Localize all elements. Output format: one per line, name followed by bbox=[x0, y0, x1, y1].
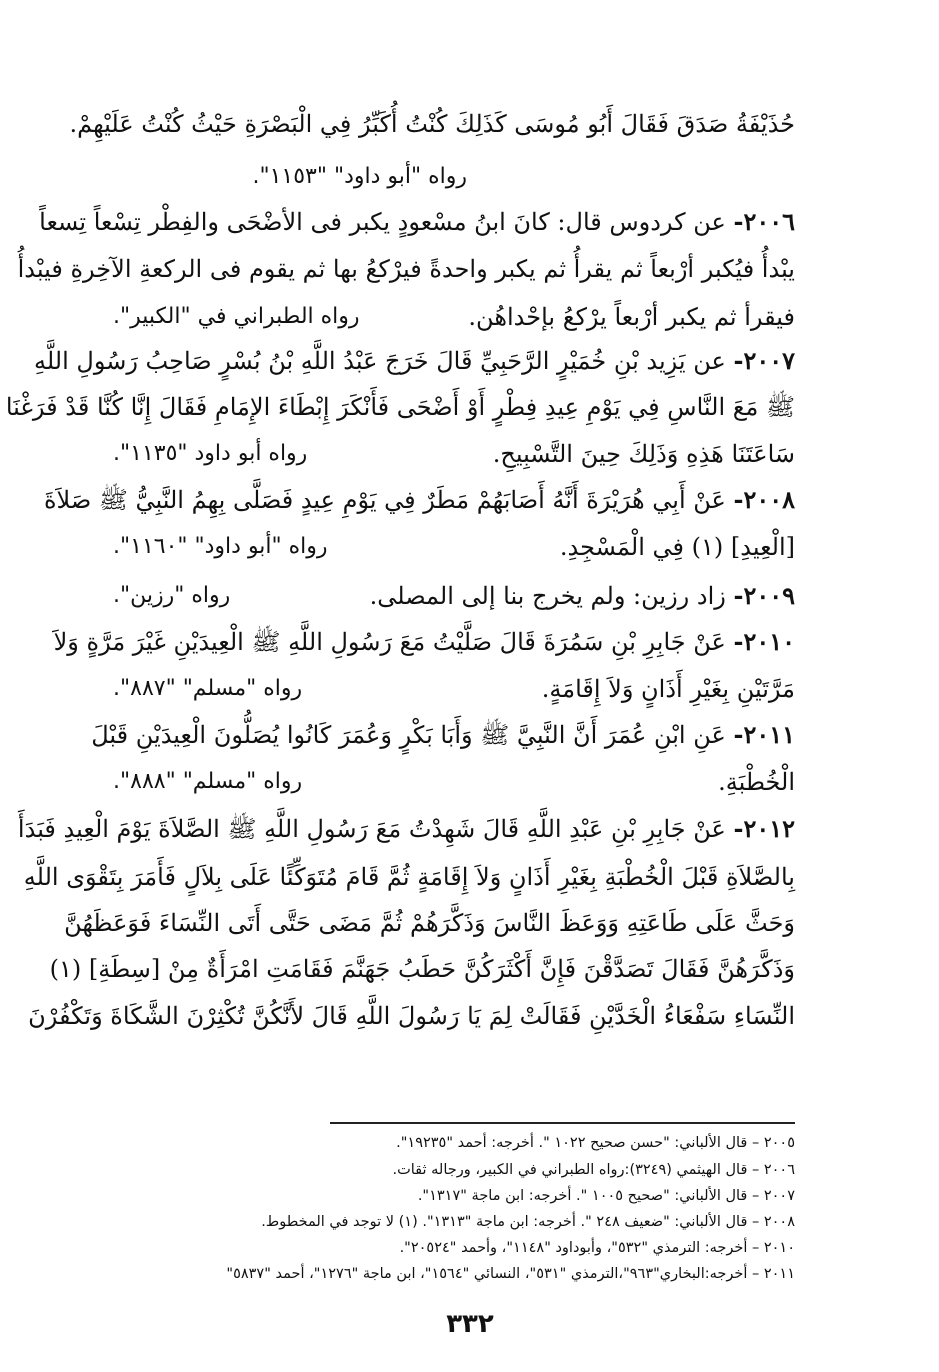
hadith-number: ٢٠٠٦- bbox=[733, 207, 795, 236]
hadith-2012-text-1: عَنْ جَابِرِ بْنِ عَبْدِ اللَّهِ قَالَ شَهِدْتُ مَعَ رَسُولِ اللَّهِ ﷺ الصَّلاَةَ يَوْمَ الْعِيدِ فَبَدَأَ bbox=[17, 815, 726, 843]
hadith-2011-text-1: عَنِ ابْنِ عُمَرَ أَنَّ النَّبِيَّ ﷺ وَأَبَا بَكْرٍ وَعُمَرَ كَانُوا يُصَلُّونَ الْعِيدَيْنِ قَبْلَ bbox=[91, 721, 726, 749]
hadith-number: ٢٠١٢- bbox=[733, 814, 795, 843]
hadith-2010-text-2: مَرَّتَيْنِ بِغَيْرِ أَذَانٍ وَلاَ إِقَامَةٍ. bbox=[541, 675, 795, 703]
hadith-2008-line-2 bbox=[95, 527, 795, 567]
hadith-2010-text-1: عَنْ جَابِرِ بْنِ سَمُرَةَ قَالَ صَلَّيْتُ مَعَ رَسُولِ اللَّهِ ﷺ الْعِيدَيْنِ غَيْرَ مَرَّةٍ وَلاَ bbox=[53, 628, 726, 656]
hadith-number: ٢٠١١- bbox=[733, 720, 795, 749]
hadith-2012-line-1 bbox=[17, 809, 795, 849]
hadith-2011-line-1 bbox=[91, 715, 795, 755]
hadith-2011-text-2: الْخُطْبَةِ. bbox=[718, 768, 795, 796]
hadith-2011-source: رواه "مسلم" "٨٨٨". bbox=[113, 769, 303, 794]
footnote-2006: ٢٠٠٦ – قال الهيثمي (٣٢٤٩):رواه الطبراني في الكبير، ورجاله ثقات. bbox=[392, 1162, 795, 1178]
hadith-2007-source: رواه أبو داود "١١٣٥". bbox=[113, 441, 308, 466]
footnote-2010: ٢٠١٠ – أخرجه: الترمذي "٥٣٢"، وأبوداود "١١٤٨"، وأحمد "٢٠٥٢٤". bbox=[399, 1240, 795, 1256]
hadith-2008-text-1: عَنْ أَبِي هُرَيْرَةَ أَنَّهُ أَصَابَهُمْ مَطَرٌ فِي يَوْمِ عِيدٍ فَصَلَّى بِهِمُ النَّبِيُّ ﷺ صَلاَةَ bbox=[43, 486, 726, 514]
hadith-2009-text bbox=[370, 576, 795, 616]
hadith-2006-text-3: فيقرأ ثم يكبر أرْبعاً يرْكعُ بإحْداهُن. bbox=[468, 303, 795, 331]
hadith-2009-line-1 bbox=[95, 576, 795, 616]
hadith-2010-line-1 bbox=[53, 622, 795, 662]
hadith-2009-text-1: زاد رزين: ولم يخرج بنا إلى المصلى. bbox=[369, 582, 726, 610]
hadith-2012-line-5: النِّسَاءِ سَفْعَاءُ الْخَدَّيْنِ فَقَالَتْ لِمَ يَا رَسُولَ اللَّهِ قَالَ لأَنَّكُنَّ تُكْثِرْنَ الشَّكَاةَ وَتَكْفُرْنَ bbox=[28, 1002, 795, 1030]
hadith-2008-text-2: [الْعِيدِ] (١) فِي الْمَسْجِدِ. bbox=[559, 533, 795, 561]
hadith-2008-source: رواه "أبو داود" "١١٦٠". bbox=[113, 534, 328, 559]
hadith-number: ٢٠٠٩- bbox=[733, 581, 795, 610]
hadith-2012-line-3: وَحَثَّ عَلَى طَاعَتِهِ وَوَعَظَ النَّاسَ وَذَكَّرَهُمْ ثُمَّ مَضَى حَتَّى أَتَى النِّسَاءَ فَوَعَظَهُنَّ bbox=[64, 909, 795, 937]
hadith-2006-line-1 bbox=[39, 202, 795, 242]
hadith-2011-line-2 bbox=[95, 762, 795, 802]
hadith-2007-line-1 bbox=[33, 341, 795, 381]
hadith-number: ٢٠١٠- bbox=[733, 627, 795, 656]
hadith-2005-source: رواه "أبو داود" "١١٥٣". bbox=[252, 164, 467, 189]
page-number: ٣٣٢ bbox=[446, 1309, 494, 1339]
hadith-2005-source-row bbox=[95, 157, 795, 197]
hadith-number: ٢٠٠٨- bbox=[733, 485, 795, 514]
hadith-number: ٢٠٠٧- bbox=[733, 346, 795, 375]
hadith-2009-source: رواه "رزين". bbox=[113, 583, 231, 608]
hadith-2006-line-2: يبْدأُ فيُكبر أرْبعاً ثم يقرأُ ثم يكبر واحدةً فيرْكعُ بها ثم يقوم فى الركعةِ الآخِرةِ فيبْدأُ bbox=[17, 255, 795, 283]
hadith-2010-line-2 bbox=[95, 669, 795, 709]
hadith-2006-line-3 bbox=[95, 297, 795, 337]
hadith-2007-text-1: عن يَزِيد بْنِ خُمَيْرٍ الرَّحَبِيِّ قَالَ خَرَجَ عَبْدُ اللَّهِ بْنُ بُسْرٍ صَاحِبُ رَسُولِ اللَّهِ bbox=[33, 347, 726, 375]
hadith-2007-line-2: ﷺ مَعَ النَّاسِ فِي يَوْمِ عِيدِ فِطْرٍ أَوْ أَضْحَى فَأَنْكَرَ إِبْطَاءَ الإِمَامِ فَقَالَ إِنَّا كُنَّا قَدْ فَرَغْنَا bbox=[5, 393, 795, 421]
hadith-2012-line-4: وَذَكَّرَهُنَّ فَقَالَ تَصَدَّقْنَ فَإِنَّ أَكْثَرَكُنَّ حَطَبُ جَهَنَّمَ فَقَامَتِ امْرَأَةٌ مِنْ [سِطَةِ] (١) bbox=[49, 955, 795, 983]
hadith-2012-line-2: بِالصَّلاَةِ قَبْلَ الْخُطْبَةِ بِغَيْرِ أَذَانٍ وَلاَ إِقَامَةٍ ثُمَّ قَامَ مُتَوَكِّئًا عَلَى بِلاَلٍ فَأَمَرَ بِتَقْوَى اللَّهِ bbox=[23, 863, 795, 891]
footnote-2008: ٢٠٠٨ – قال الألباني: "ضعيف ٢٤٨ ". أخرجه: ابن ماجة "١٣١٣". (١) لا توجد في المخطوط. bbox=[261, 1214, 795, 1230]
hadith-2007-line-3 bbox=[95, 434, 795, 474]
hadith-2006-text-1: عن كردوس قال: كانَ ابنُ مسْعودٍ يكبر فى الأضْحَى والفِطْر تِسْعاً تِسعاً bbox=[39, 208, 726, 236]
hadith-2007-text-3: سَاعَتَنَا هَذِهِ وَذَلِكَ حِينَ التَّسْبِيحِ. bbox=[492, 440, 795, 468]
hadith-2010-source: رواه "مسلم" "٨٨٧". bbox=[113, 676, 303, 701]
footnote-divider bbox=[330, 1122, 795, 1124]
hadith-2005-line-1: حُذَيْفَةُ صَدَقَ فَقَالَ أَبُو مُوسَى كَذَلِكَ كُنْتُ أُكَبِّرُ فِي الْبَصْرَةِ حَيْثُ كُنْتُ عَلَيْهِمْ. bbox=[69, 110, 795, 138]
footnote-2007: ٢٠٠٧ – قال الألباني: "صحيح ١٠٠٥ ". أخرجه: ابن ماجة "١٣١٧". bbox=[417, 1188, 795, 1204]
footnote-2005: ٢٠٠٥ – قال الألباني: "حسن صحيح ١٠٢٢ ". أخرجه: أحمد "١٩٢٣٥". bbox=[396, 1135, 795, 1151]
hadith-2008-line-1 bbox=[43, 480, 795, 520]
hadith-2006-source: رواه الطبراني في "الكبير". bbox=[113, 304, 360, 329]
footnote-2011: ٢٠١١ – أخرجه:البخاري"٩٦٣"،الترمذي "٥٣١"، النسائي "١٥٦٤"، ابن ماجة "١٢٧٦"، أحمد "٥٨٣٧" bbox=[226, 1266, 795, 1282]
